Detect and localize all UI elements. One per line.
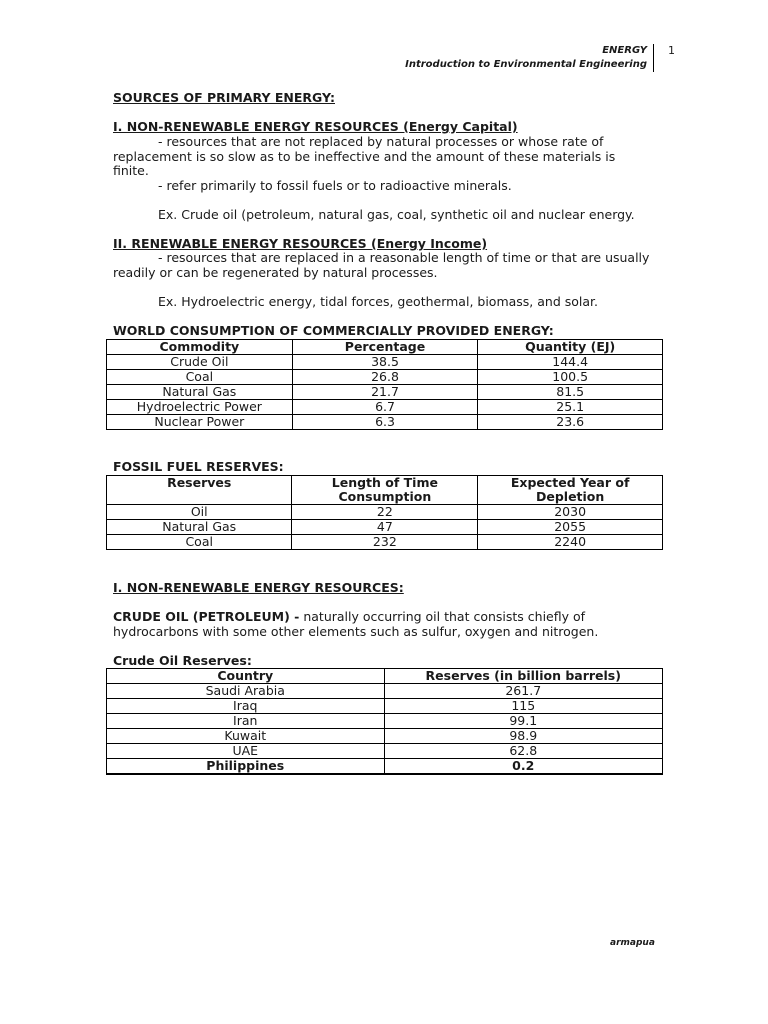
table-cell: Coal — [107, 535, 292, 550]
column-header: Expected Year of Depletion — [478, 476, 663, 505]
table-cell: UAE — [107, 744, 385, 759]
table-cell: 38.5 — [292, 355, 478, 370]
column-header: Country — [107, 669, 385, 684]
table-cell: 2055 — [478, 520, 663, 535]
table-cell: Oil — [107, 505, 292, 520]
table-row — [107, 535, 663, 550]
table-cell: 99.1 — [384, 714, 662, 729]
table-cell: 2030 — [478, 505, 663, 520]
heading-renewable: II. RENEWABLE ENERGY RESOURCES (Energy Income) — [113, 236, 488, 251]
table-cell: 62.8 — [384, 744, 662, 759]
table-cell: Saudi Arabia — [107, 684, 385, 699]
table-cell: Iraq — [107, 699, 385, 714]
renewable-line-1: - resources that are replaced in a reasonable length of time or that are usually — [158, 250, 650, 265]
crude-definition: naturally occurring oil that consists chiefly of — [299, 609, 586, 624]
table-cell: Natural Gas — [107, 385, 293, 400]
table-row — [107, 415, 663, 430]
table-cell: Iran — [107, 714, 385, 729]
table-cell: 0.2 — [384, 759, 662, 775]
header-title: ENERGY — [602, 45, 647, 56]
table-cell: Hydroelectric Power — [107, 400, 293, 415]
renewable-line-2: readily or can be regenerated by natural processes. — [113, 265, 438, 280]
nonrenewable-line-1: - resources that are not replaced by natural processes or whose rate of — [158, 134, 604, 149]
table-row — [107, 714, 663, 729]
table-row — [107, 400, 663, 415]
column-header: Reserves (in billion barrels) — [384, 669, 662, 684]
table-cell: 22 — [292, 505, 478, 520]
renewable-example: Ex. Hydroelectric energy, tidal forces, geothermal, biomass, and solar. — [158, 294, 598, 309]
table-cell: Crude Oil — [107, 355, 293, 370]
table-cell: 2240 — [478, 535, 663, 550]
table-header-row — [107, 476, 663, 505]
table-row — [107, 744, 663, 759]
table-row — [107, 729, 663, 744]
table-cell: 21.7 — [292, 385, 478, 400]
table-row — [107, 684, 663, 699]
table-cell: 98.9 — [384, 729, 662, 744]
footer-author: armapua — [610, 938, 655, 948]
crude-reserves-table — [106, 668, 663, 775]
column-header: Percentage — [292, 340, 478, 355]
table-cell: 6.3 — [292, 415, 478, 430]
heading-consumption: WORLD CONSUMPTION OF COMMERCIALLY PROVIDED ENERGY: — [113, 323, 554, 338]
table-cell: 144.4 — [478, 355, 663, 370]
table-row — [107, 385, 663, 400]
table-cell: 261.7 — [384, 684, 662, 699]
page-number: 1 — [668, 44, 675, 57]
heading-reserves: FOSSIL FUEL RESERVES: — [113, 459, 284, 474]
table-cell: Philippines — [107, 759, 385, 775]
nonrenewable-line-4: - refer primarily to fossil fuels or to radioactive minerals. — [158, 178, 512, 193]
nonrenewable-example: Ex. Crude oil (petroleum, natural gas, coal, synthetic oil and nuclear energy. — [158, 207, 635, 222]
table-row — [107, 355, 663, 370]
table-row — [107, 759, 663, 775]
table-cell: Coal — [107, 370, 293, 385]
page-header — [405, 44, 654, 72]
consumption-table — [106, 339, 663, 430]
heading-sources: SOURCES OF PRIMARY ENERGY: — [113, 90, 335, 105]
table-cell: 81.5 — [478, 385, 663, 400]
crude-definition-line-1 — [113, 609, 585, 624]
column-header: Reserves — [107, 476, 292, 505]
heading-crude-reserves: Crude Oil Reserves: — [113, 653, 252, 668]
reserves-table — [106, 475, 663, 550]
column-header: Quantity (EJ) — [478, 340, 663, 355]
nonrenewable-line-3: finite. — [113, 163, 149, 178]
table-cell: 6.7 — [292, 400, 478, 415]
table-row — [107, 370, 663, 385]
table-header-row — [107, 340, 663, 355]
table-header-row — [107, 669, 663, 684]
header-subtitle: Introduction to Environmental Engineering — [405, 59, 647, 70]
table-cell: 23.6 — [478, 415, 663, 430]
table-cell: Kuwait — [107, 729, 385, 744]
table-cell: 115 — [384, 699, 662, 714]
crude-term: CRUDE OIL (PETROLEUM) - — [113, 609, 300, 624]
table-cell: 26.8 — [292, 370, 478, 385]
table-cell: 100.5 — [478, 370, 663, 385]
table-row — [107, 699, 663, 714]
table-cell: Natural Gas — [107, 520, 292, 535]
table-cell: 47 — [292, 520, 478, 535]
nonrenewable-line-2: replacement is so slow as to be ineffective and the amount of these materials is — [113, 149, 616, 164]
table-row — [107, 505, 663, 520]
column-header: Length of Time Consumption — [292, 476, 478, 505]
table-cell: Nuclear Power — [107, 415, 293, 430]
column-header: Commodity — [107, 340, 293, 355]
table-cell: 25.1 — [478, 400, 663, 415]
heading-nonrenewable-2: I. NON-RENEWABLE ENERGY RESOURCES: — [113, 580, 404, 595]
heading-nonrenewable: I. NON-RENEWABLE ENERGY RESOURCES (Energy Capital) — [113, 119, 518, 134]
crude-definition-line-2: hydrocarbons with some other elements such as sulfur, oxygen and nitrogen. — [113, 624, 599, 639]
table-cell: 232 — [292, 535, 478, 550]
table-row — [107, 520, 663, 535]
